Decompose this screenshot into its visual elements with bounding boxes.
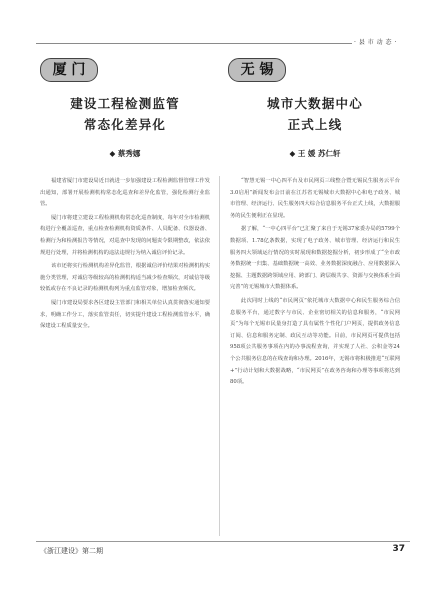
right-title-line2: 正式上线 — [287, 117, 343, 132]
footer-rule — [36, 541, 410, 542]
left-article-body — [40, 176, 210, 333]
header-rule — [36, 43, 384, 44]
page-number: 37 — [392, 544, 405, 554]
region-badge-xiamen: 厦 门 — [40, 58, 98, 82]
right-paragraph: 此次同时上线的“市民网页”依托城市大数据中心和民生服务综合信息服务平台，通过数字与市民、企业密切相关的信息和服务，“市民网页”为每个无锡市民量身打造了具有属性个性化门户网页，提供政务信息订阅、信息和服务定制、政民互动等功能。目前，市民网页可提供包括958项公共服务事项在内的办事流程查询，并实现了人社、公积金等24个公共服务信息的在线查询和办理。2016年，无锡市将积极推进“互联网+”行动计划和大数据战略，“市民网页”在政务咨询和办理等事项将达到80项。 — [230, 297, 400, 386]
left-paragraph: 厦门市将建立建设工程检测机构常态化巡查制度，每年对全市检测机构进行全覆盖巡查，重点检查检测机构资质条件、人员配备、仪器设备、检测行为和检测报告等情况，对巡查中发现的问题责令限期整改，依法依规进行处理，并将检测机构的违法违规行为纳入诚信评价记录。 — [40, 214, 210, 256]
right-paragraph: “智慧无锡一中心四平台及市民网页三线整合暨无锡民生服务云平台3.0启用”新闻发布会日前在江苏省无锡城市大数据中心和电子政务、城市管理、经济运行、民生服务四大综合信息服务平台正式上线，大数据服务的民生便利正在显现。 — [230, 178, 400, 219]
left-article-title — [40, 93, 210, 135]
left-title-line2: 常态化差异化 — [83, 117, 167, 132]
right-title-line1: 城市大数据中心 — [267, 96, 363, 111]
journal-name: 《浙江建设》第二期 — [40, 547, 103, 555]
left-paragraph: 厦门市建设局要求各区建设主管部门和相关单位认真贯彻落实通知要求，明确工作分工，落实监管责任，切实提升建设工程检测监管水平，确保建设工程质量安全。 — [40, 299, 210, 330]
left-title-line1: 建设工程检测监管 — [70, 96, 180, 111]
right-article-title — [230, 93, 400, 135]
region-badge-wuxi: 无 锡 — [228, 58, 286, 82]
right-paragraph: 据了解，“一中心四平台”已汇聚了来自于无锡37家委办局的5799个数据项、1.78亿条数据，实现了电子政务、城市管理、经济运行和民生服务四大领域运行情况的实时展现和数据挖掘分析，初步形成了“全市政务数据统一归集、基础数据统一高效、业务数据深度融合、应用数据深入挖掘、主题数据跨领域应用、跨部门、跨层级共享、资源与交换体系全面完善”的无锡城市大数据体系。 — [230, 226, 400, 291]
right-article-body — [230, 176, 400, 389]
left-paragraph: 福建省厦门市建设局近日就进一步加强建设工程检测监督管理工作发出通知，部署开展检测机构常态化巡查和差异化监管，强化检测行业监管。 — [40, 178, 210, 208]
right-author: ◆ 王 媛 苏仁轩 — [289, 149, 341, 158]
section-label: · 县 市 动 态 · — [354, 39, 397, 46]
column-divider — [219, 176, 220, 536]
left-author: ◆ 蔡秀娜 — [109, 149, 141, 158]
left-paragraph: 该市还将实行检测机构差异化监管，根据诚信评价结果对检测机构实施分类管理，对诚信等级较高的检测机构适当减少检查频次，对诚信等级较低或存在不良记录的检测机构列为重点监管对象，增加检查频次。 — [40, 263, 210, 293]
